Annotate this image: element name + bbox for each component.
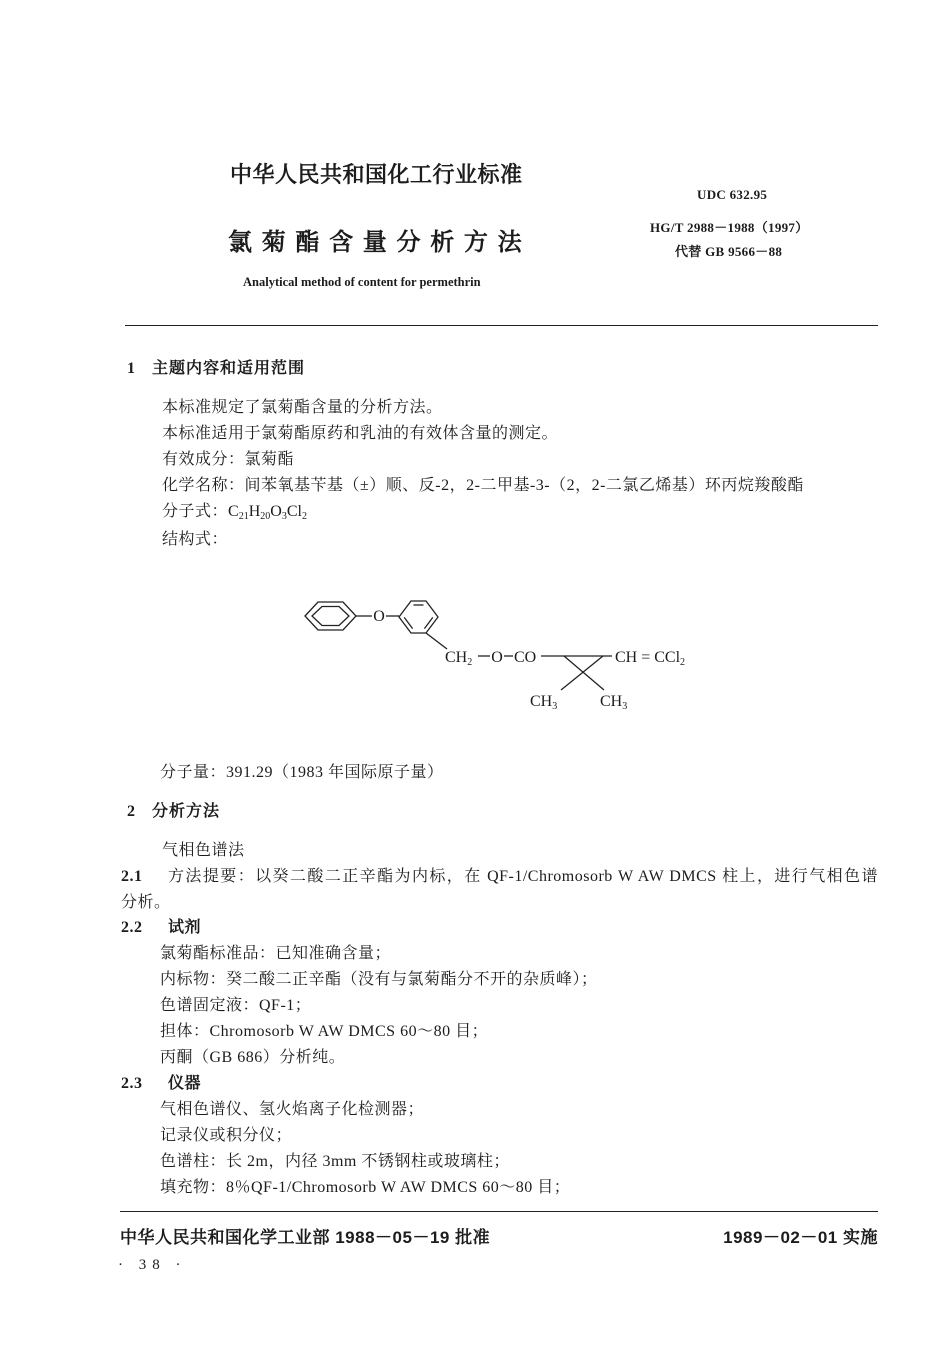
structural-formula xyxy=(290,590,720,720)
cyclopropane-bond xyxy=(561,656,603,690)
effective-date: 1989－02－01 实施 xyxy=(723,1228,878,1247)
reagent-item: 氯菊酯标准品：已知准确含量； xyxy=(160,945,392,962)
formula-subscript: 2 xyxy=(301,511,307,522)
reagent-item: 担体：Chromosorb W AW DMCS 60～80 目； xyxy=(160,1023,489,1040)
active-ingredient: 有效成分：氯菊酯 xyxy=(162,451,295,468)
methyl-left-text: CH xyxy=(530,693,553,710)
cyclopropane-bond xyxy=(564,656,604,690)
section-1-heading xyxy=(0,359,950,379)
ether-oxygen-label xyxy=(373,608,385,625)
formula-subscript: 21 xyxy=(238,511,249,522)
document-title: 氯菊酯含量分析方法 xyxy=(228,229,532,256)
instrument-item: 填充物：8％QF-1/Chromosorb W AW DMCS 60～80 目； xyxy=(160,1179,571,1196)
english-title: Analytical method of content for permethrin xyxy=(243,275,481,289)
methylene-text: CH xyxy=(445,649,468,666)
chemical-name: 化学名称：间苯氧基苄基（±）顺、反-2，2-二甲基-3-（2，2-二氯乙烯基）环丙烷羧酸酯 xyxy=(162,477,804,494)
section-title: 主题内容和适用范围 xyxy=(152,360,306,377)
methyl-left-label xyxy=(530,693,557,712)
formula-element: C xyxy=(228,503,239,520)
formula-subscript: 20 xyxy=(260,511,271,522)
method-principle-continuation: 分析。 xyxy=(121,894,171,911)
method-name: 气相色谱法 xyxy=(162,842,245,859)
scope-paragraph-1: 本标准规定了氯菊酯含量的分析方法。 xyxy=(162,399,443,416)
formula-element: Cl xyxy=(286,503,302,520)
methyl-right-subscript: 3 xyxy=(622,701,628,712)
methylene-subscript: 2 xyxy=(467,657,473,668)
molecular-weight: 分子量：391.29（1983 年国际原子量） xyxy=(160,764,444,781)
method-principle-text: 方法提要：以癸二酸二正辛酯为内标，在 QF-1/Chromosorb W AW DMCS 柱上，进行气相色谱 xyxy=(168,868,878,885)
subsection-2-1 xyxy=(0,867,950,887)
standard-number: HG/T 2988－1988（1997） xyxy=(650,220,809,235)
benzene-ring-2 xyxy=(399,601,438,633)
ester-oxygen-text: O xyxy=(491,649,503,666)
benzene-ring-2-double-bond xyxy=(404,617,412,628)
section-number: 2 xyxy=(127,803,136,820)
subsection-2-2-heading xyxy=(0,918,950,938)
scope-paragraph-2: 本标准适用于氯菊酯原药和乳油的有效体含量的测定。 xyxy=(162,425,559,442)
dichlorovinyl-subscript: 2 xyxy=(680,657,686,668)
approval-statement: 中华人民共和国化学工业部 1988－05－19 批准 xyxy=(120,1228,491,1247)
formula-element: H xyxy=(248,503,261,520)
ester-oxygen-label xyxy=(491,649,503,666)
section-2-heading xyxy=(0,802,950,822)
structural-formula-label: 结构式： xyxy=(162,531,229,548)
footer-divider xyxy=(120,1211,878,1212)
benzene-ring-1-inner xyxy=(312,607,349,626)
benzene-ring-2-double-bond xyxy=(424,617,432,628)
subsection-number: 2.1 xyxy=(121,868,143,885)
carbonyl-label xyxy=(514,649,536,666)
instrument-item: 记录仪或积分仪； xyxy=(160,1127,293,1144)
subsection-2-3-heading xyxy=(0,1074,950,1094)
instrument-item: 色谱柱：长 2m，内径 3mm 不锈钢柱或玻璃柱； xyxy=(160,1153,510,1170)
methylene-label xyxy=(445,649,472,668)
molecular-formula-label: 分子式： xyxy=(162,503,229,520)
dichlorovinyl-text: CH = CCl xyxy=(615,649,681,666)
carbonyl-text: CO xyxy=(514,649,537,666)
methyl-left-subscript: 3 xyxy=(552,701,558,712)
formula-subscript: 3 xyxy=(281,511,287,522)
ether-oxygen-text: O xyxy=(373,608,385,625)
subsection-number: 2.3 xyxy=(121,1075,143,1092)
reagent-item: 色谱固定液：QF-1； xyxy=(160,997,312,1014)
page-number: · 38 · xyxy=(118,1257,187,1273)
subsection-title: 试剂 xyxy=(168,919,202,936)
molecular-formula-line xyxy=(162,502,307,522)
bond-ring2-methylene xyxy=(426,633,447,649)
subsection-title: 仪器 xyxy=(168,1075,202,1092)
methyl-right-label xyxy=(600,693,627,712)
section-title: 分析方法 xyxy=(152,803,221,820)
issuing-standard-category: 中华人民共和国化工行业标准 xyxy=(230,162,523,187)
header-divider xyxy=(125,325,878,326)
formula-element: O xyxy=(270,503,282,520)
subsection-number: 2.2 xyxy=(121,919,143,936)
molecular-formula xyxy=(228,503,307,520)
reagent-item: 内标物：癸二酸二正辛酯（没有与氯菊酯分不开的杂质峰）； xyxy=(160,971,598,988)
instrument-item: 气相色谱仪、氢火焰离子化检测器； xyxy=(160,1101,425,1118)
dichlorovinyl-label xyxy=(615,649,685,668)
reagent-item: 丙酮（GB 686）分析纯。 xyxy=(160,1049,346,1066)
replaces-standard: 代替 GB 9566－88 xyxy=(675,244,783,259)
section-number: 1 xyxy=(127,360,136,377)
bond-lines xyxy=(305,601,612,690)
methyl-right-text: CH xyxy=(600,693,623,710)
udc-number: UDC 632.95 xyxy=(697,187,768,202)
